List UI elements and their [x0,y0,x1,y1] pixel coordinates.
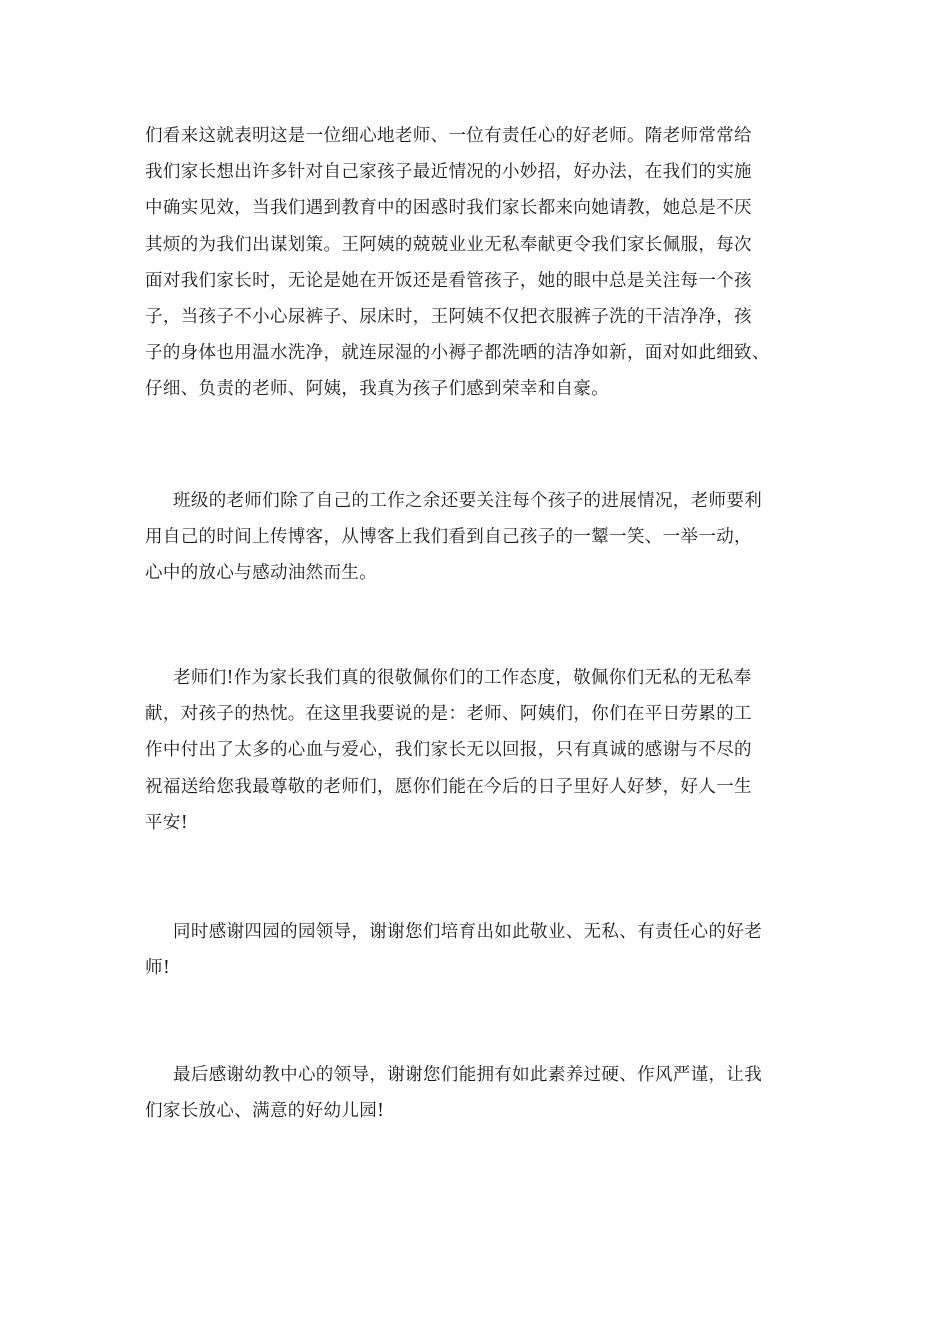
paragraph-teachers-praise [145,118,809,408]
text-line: 平安! [145,812,189,833]
text-line: 师! [145,958,171,979]
text-line: 中确实见效，当我们遇到教育中的困惑时我们家长都来向她请教，她总是不厌 [145,198,752,219]
text-line: 心中的放心与感动油然而生。 [145,563,378,584]
text-line: 们家长放心、满意的好幼儿园! [145,1101,385,1122]
text-line: 用自己的时间上传博客，从博客上我们看到自己孩子的一颦一笑、一举一动， [145,527,752,548]
text-line: 献，对孩子的热忱。在这里我要说的是：老师、阿姨们，你们在平日劳累的工 [145,704,752,725]
paragraph-thanks-kindergarten-leaders [145,914,809,986]
text-line [145,483,809,519]
text-line: 祝福送给您我最尊敬的老师们，愿你们能在今后的日子里好人好梦，好人一生 [145,776,752,797]
paragraph-thanks-education-center [145,1057,809,1129]
text-line: 子的身体也用温水洗净，就连尿湿的小褥子都洗晒的洁净如新，面对如此细致、 [145,343,770,364]
text-line: 我们家长想出许多针对自己家孩子最近情况的小妙招，好办法，在我们的实施 [145,162,752,183]
text-line: 作中付出了太多的心血与爱心，我们家长无以回报，只有真诚的感谢与不尽的 [145,740,752,761]
text-line: 仔细、负责的老师、阿姨，我真为孩子们感到荣幸和自豪。 [145,379,610,400]
text-line: 们看来这就表明这是一位细心地老师、一位有责任心的好老师。隋老师常常给 [145,126,752,146]
text-line-content: 老师们!作为家长我们真的很敬佩你们的工作态度，敬佩你们无私的无私奉 [173,668,752,688]
text-line [145,1057,809,1093]
text-line-content: 班级的老师们除了自己的工作之余还要关注每个孩子的进展情况，老师要利 [173,491,763,511]
paragraph-class-blog [145,483,809,592]
text-line-content: 最后感谢幼教中心的领导，谢谢您们能拥有如此素养过硬、作风严谨，让我 [173,1065,763,1085]
paragraph-gratitude-teachers [145,660,809,841]
text-line-content: 同时感谢四园的园领导，谢谢您们培育出如此敬业、无私、有责任心的好老 [173,922,763,942]
text-line [145,660,809,696]
text-line: 其烦的为我们出谋划策。王阿姨的兢兢业业无私奉献更令我们家长佩服，每次 [145,234,752,255]
text-line [145,914,809,950]
text-line: 子，当孩子不小心尿裤子、尿床时，王阿姨不仅把衣服裤子洗的干洁净净，孩 [145,307,752,328]
text-line: 面对我们家长时，无论是她在开饭还是看管孩子，她的眼中总是关注每一个孩 [145,270,752,291]
